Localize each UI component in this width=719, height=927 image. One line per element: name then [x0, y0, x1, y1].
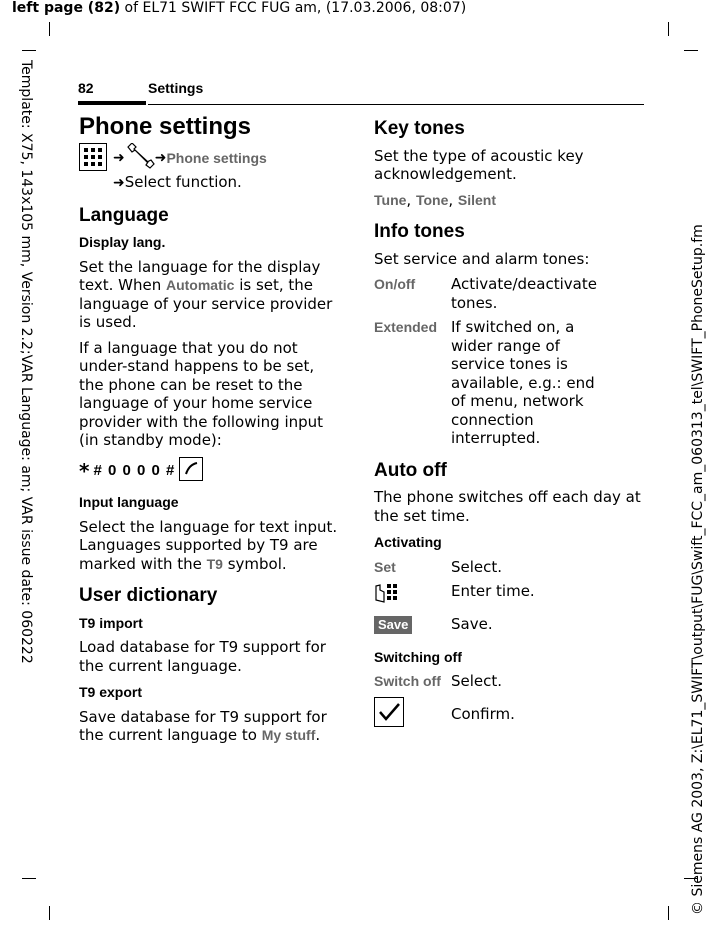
call-key-icon: [179, 457, 203, 486]
arrow-icon: ➜: [113, 175, 125, 191]
section-title: Settings: [148, 80, 204, 96]
auto-off-row: [374, 558, 644, 577]
side-text-right-container: [690, 60, 712, 915]
row-key: Set: [374, 558, 396, 575]
info-tones-row: [374, 318, 644, 448]
star-key-icon: *: [79, 458, 90, 483]
paragraph: [79, 708, 343, 745]
auto-off-row: [374, 697, 644, 732]
heading-info-tones: Info tones: [374, 221, 465, 242]
text: Set the language for the display text. When: [79, 257, 321, 294]
header-rule: [148, 104, 644, 105]
subheading-activating: Activating: [374, 534, 442, 550]
option-tune: Tune: [374, 191, 407, 208]
crop-mark: [22, 50, 36, 51]
paragraph: Set the type of acoustic key acknowledgement.: [374, 146, 584, 183]
paragraph: Set service and alarm tones:: [374, 249, 590, 268]
subheading-input-language: Input language: [79, 494, 179, 510]
menu-path-end: Select function.: [124, 173, 242, 191]
text: Save database for T9 support for the current language to: [79, 707, 327, 744]
info-tones-row: [374, 275, 644, 312]
text: symbol.: [222, 554, 287, 573]
subheading-t9-export: T9 export: [79, 684, 143, 700]
subheading-t9-import: T9 import: [79, 614, 143, 631]
page-title: Phone settings: [79, 113, 252, 140]
left-column: [79, 113, 343, 752]
paragraph: [79, 258, 343, 332]
text: Select the language for text input. Languages supported by T9 are marked with the: [79, 517, 338, 573]
auto-off-row: [374, 582, 644, 609]
side-text-right: © Siemens AG 2003, Z:\EL71_SWIFT\output\FUG\Swift_FCC_am_060313_tel\SWIFT_PhoneSetup.fm: [690, 224, 706, 915]
print-header: [12, 0, 466, 16]
paragraph: [79, 518, 343, 574]
row-key: [374, 582, 451, 609]
auto-off-row: [374, 615, 644, 634]
side-text-left: Template: X75, 143x105 mm, Version 2.2;VAR Language: am; VAR issue date: 060222: [18, 60, 34, 664]
paragraph: If a language that you do not under-stand happens to be set, the phone can be reset to the language of your home service provider with the following input (in standby mode):: [79, 338, 324, 449]
row-key: Switch off: [374, 673, 441, 689]
wrench-icon: [125, 143, 155, 174]
key-sequence-text: # 0 0 0 0 #: [93, 461, 176, 479]
crop-mark: [49, 906, 50, 920]
row-value: Activate/deactivate tones.: [451, 275, 597, 312]
key-tone-options: [374, 191, 644, 210]
heading-key-tones: Key tones: [374, 118, 465, 139]
heading-user-dictionary: User dictionary: [79, 585, 218, 606]
menu-path-label: Phone settings: [166, 149, 267, 166]
crop-mark: [684, 50, 698, 51]
separator: ,: [448, 190, 458, 209]
row-key: Extended: [374, 319, 438, 335]
term-my-stuff: My stuff: [261, 727, 316, 743]
row-value: Save.: [451, 614, 493, 633]
paragraph: Load database for T9 support for the current language.: [79, 638, 326, 675]
arrow-icon: ➜: [154, 149, 167, 166]
row-value: If switched on, a wider range of service tones is available, e.g.: end of menu, network connection interrupted.: [451, 318, 595, 447]
row-key: [374, 697, 451, 732]
keypad-hand-icon: [374, 582, 402, 609]
checkmark-icon: [374, 697, 404, 732]
menu-grid-icon: [79, 143, 107, 176]
row-value: Select.: [451, 672, 503, 690]
menu-path: [79, 143, 343, 193]
print-header-info: of EL71 SWIFT FCC FUG am, (17.03.2006, 08:07): [120, 0, 467, 16]
term-automatic: Automatic: [165, 277, 235, 293]
row-key: On/off: [374, 276, 416, 292]
option-tone: Tone: [415, 191, 449, 208]
paragraph: The phone switches off each day at the set time.: [374, 488, 641, 525]
key-sequence: [79, 457, 343, 486]
crop-mark: [668, 906, 669, 920]
print-header-page: left page (82): [12, 0, 121, 16]
arrow-icon: ➜: [113, 149, 125, 166]
text: .: [315, 726, 321, 744]
separator: ,: [406, 190, 416, 209]
term-t9: T9: [206, 555, 223, 572]
heading-auto-off: Auto off: [374, 459, 447, 481]
auto-off-row: [374, 672, 644, 691]
text: is set, the language of your service provider is used.: [79, 276, 333, 331]
right-column: [374, 120, 644, 737]
subheading-switching-off: Switching off: [374, 648, 462, 665]
side-text-left-container: [14, 60, 36, 900]
row-value: Enter time.: [451, 582, 535, 600]
heading-language: Language: [79, 204, 169, 226]
row-value: Select.: [451, 557, 503, 576]
row-value: Confirm.: [451, 704, 515, 723]
page-number: 82: [78, 80, 94, 96]
crop-mark: [668, 22, 669, 36]
save-softkey-icon: Save: [374, 616, 412, 634]
row-key: [374, 615, 451, 634]
header-bar: [78, 101, 146, 105]
crop-mark: [49, 22, 50, 36]
subheading-display-lang: Display lang.: [79, 234, 166, 250]
option-silent: Silent: [457, 191, 497, 208]
